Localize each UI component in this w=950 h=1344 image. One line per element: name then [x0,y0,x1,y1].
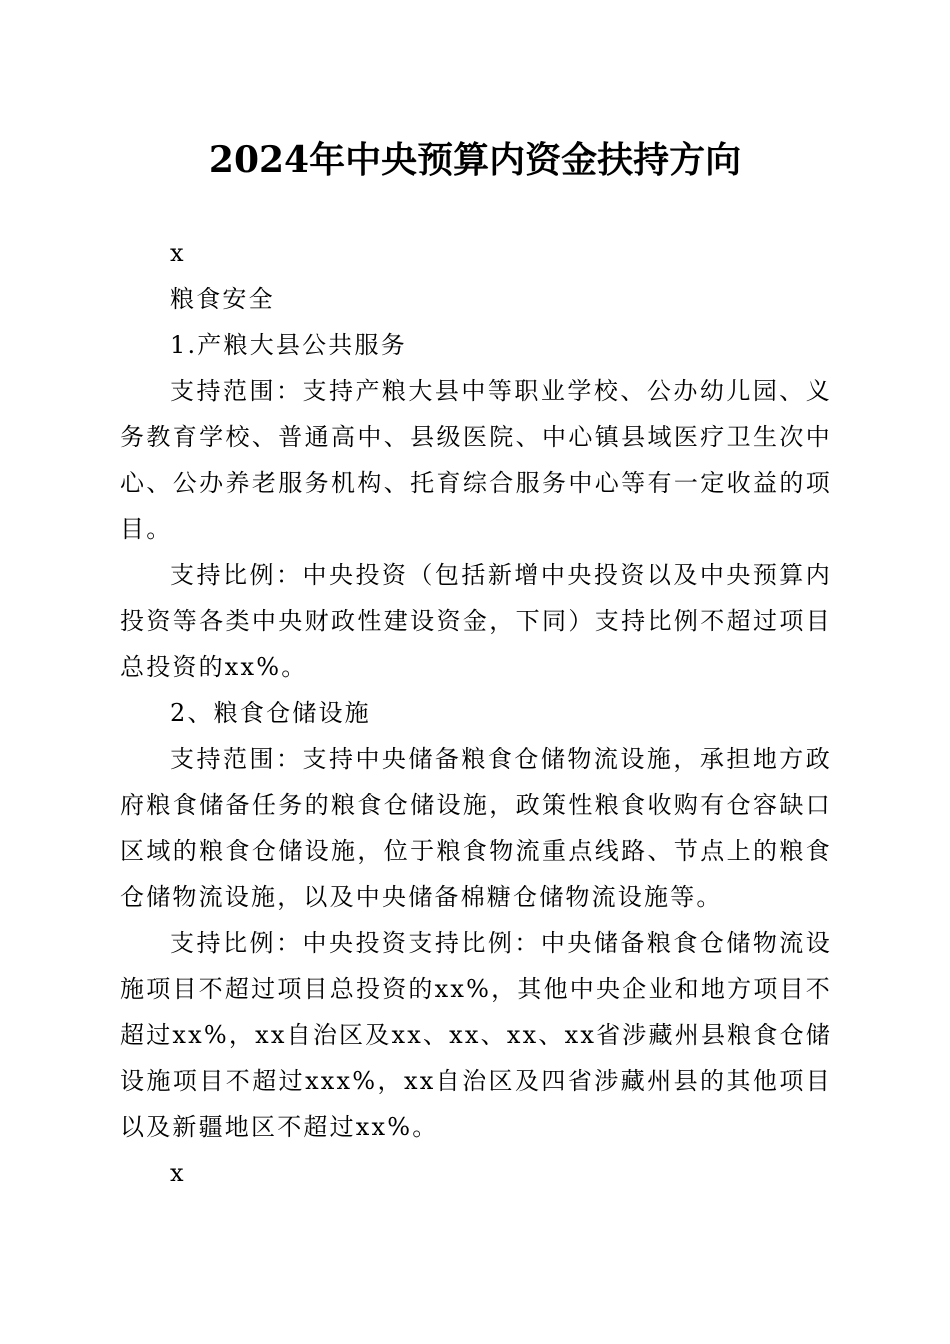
paragraph-support-scope-2: 支持范围：支持中央储备粮食仓储物流设施，承担地方政府粮食储备任务的粮食仓储设施，政策性粮食收购有仓容缺口区域的粮食仓储设施，位于粮食物流重点线路、节点上的粮食仓储物流设施，以及中央储备棉糖仓储物流设施等。 [120,745,832,911]
paragraph-support-scope-1: 支持范围：支持产粮大县中等职业学校、公办幼儿园、义务教育学校、普通高中、县级医院、中心镇县域医疗卫生次中心、公办养老服务机构、托育综合服务中心等有一定收益的项目。 [120,377,832,543]
paragraph-placeholder-top: x [170,239,186,267]
subsection-heading-2: 2、粮食仓储设施 [170,699,371,727]
section-heading-grain-security: 粮食安全 [170,285,275,313]
subsection-heading-1: 1.产粮大县公共服务 [170,331,407,359]
document-title: 2024年中央预算内资金扶持方向 [208,139,742,181]
paragraph-support-ratio-2: 支持比例：中央投资支持比例：中央储备粮食仓储物流设施项目不超过项目总投资的xx%，其他中央企业和地方项目不超过xx%，xx自治区及xx、xx、xx、xx省涉藏州县粮食仓储设施项目不超过xxx%，xx自治区及四省涉藏州县的其他项目以及新疆地区不超过xx%。 [120,929,832,1141]
document-body [120,230,832,1196]
paragraph-placeholder-bottom: x [170,1159,186,1187]
paragraph-support-ratio-1: 支持比例：中央投资（包括新增中央投资以及中央预算内投资等各类中央财政性建设资金，下同）支持比例不超过项目总投资的xx%。 [120,561,832,681]
